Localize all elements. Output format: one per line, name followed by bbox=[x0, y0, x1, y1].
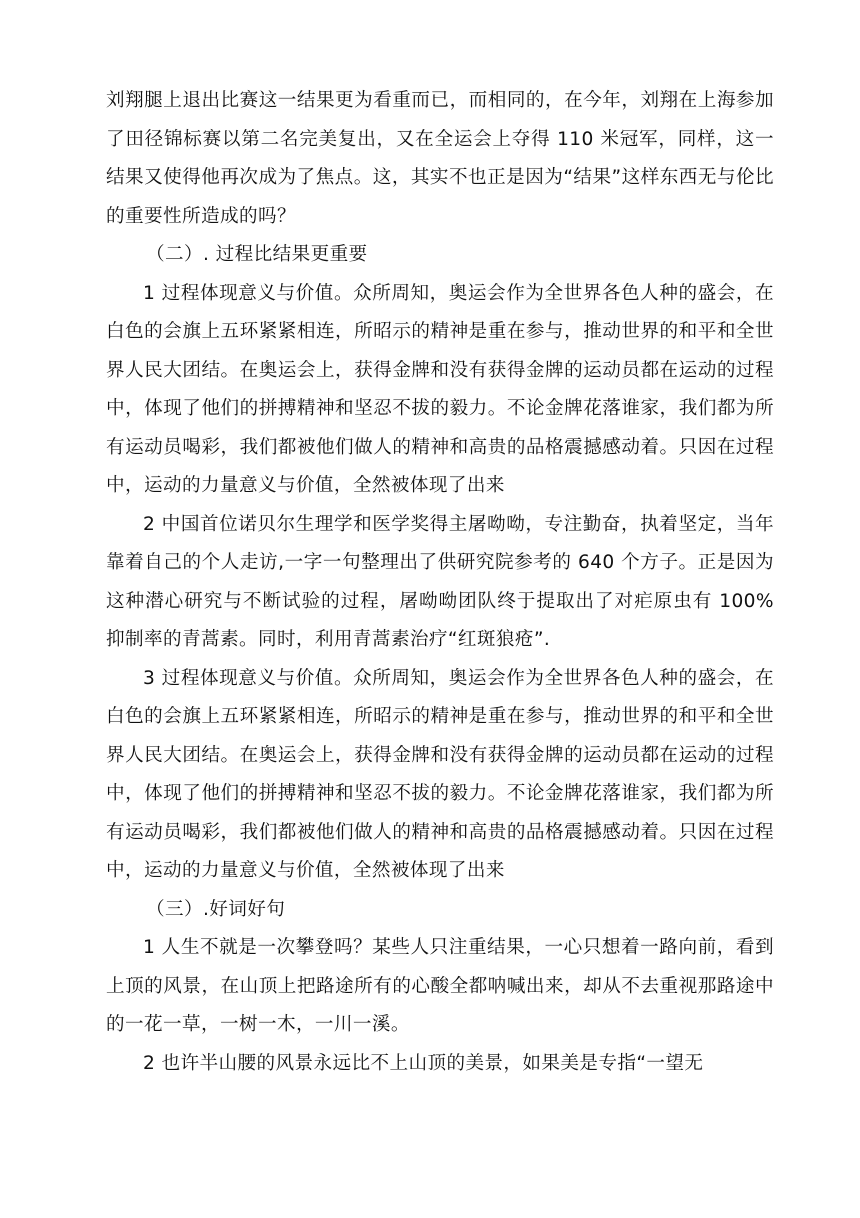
document-body bbox=[106, 82, 774, 1083]
paragraph-1: 1 过程体现意义与价值。众所周知，奥运会作为全世界各色人种的盛会，在白色的会旗上五环紧紧相连，所昭示的精神是重在参与，推动世界的和平和全世界人民大团结。在奥运会上，获得金牌和没有获得金牌的运动员都在运动的过程中，体现了他们的拼搏精神和坚忍不拔的毅力。不论金牌花落谁家，我们都为所有运动员喝彩，我们都被他们做人的精神和高贵的品格震撼感动着。只因在过程中，运动的力量意义与价值，全然被体现了出来 bbox=[106, 282, 774, 496]
quote-paragraph-1: 1 人生不就是一次攀登吗？某些人只注重结果，一心只想着一路向前，看到上顶的风景，在山顶上把路途所有的心酸全都呐喊出来，却从不去重视那路途中的一花一草，一树一木，一川一溪。 bbox=[106, 937, 774, 1035]
paragraph-3: 3 过程体现意义与价值。众所周知，奥运会作为全世界各色人种的盛会，在白色的会旗上五环紧紧相连，所昭示的精神是重在参与，推动世界的和平和全世界人民大团结。在奥运会上，获得金牌和没有获得金牌的运动员都在运动的过程中，体现了他们的拼搏精神和坚忍不拔的毅力。不论金牌花落谁家，我们都为所有运动员喝彩，我们都被他们做人的精神和高贵的品格震撼感动着。只因在过程中，运动的力量意义与价值，全然被体现了出来 bbox=[106, 667, 774, 881]
continued-paragraph: 刘翔腿上退出比赛这一结果更为看重而已，而相同的，在今年，刘翔在上海参加了田径锦标赛以第二名完美复出，又在全运会上夺得 110 米冠军，同样，这一结果又使得他再次成为了焦点。这，其实不也正是因为“结果”这样东西无与伦比的重要性所造成的吗？ bbox=[106, 90, 774, 227]
section-heading-3: （三）.好词好句 bbox=[146, 898, 286, 920]
quote-paragraph-2: 2 也许半山腰的风景永远比不上山顶的美景，如果美是专指“一望无 bbox=[143, 1052, 704, 1074]
section-heading-2: （二）. 过程比结果更重要 bbox=[146, 244, 368, 265]
paragraph-2: 2 中国首位诺贝尔生理学和医学奖得主屠呦呦，专注勤奋，执着坚定，当年靠着自己的个人走访,一字一句整理出了供研究院参考的 640 个方子。正是因为这种潜心研究与不断试验的过程，屠呦呦团队终于提取出了对疟原虫有 100%抑制率的青蒿素。同时，利用青蒿素治疗“红斑狼疮”. bbox=[106, 513, 774, 650]
